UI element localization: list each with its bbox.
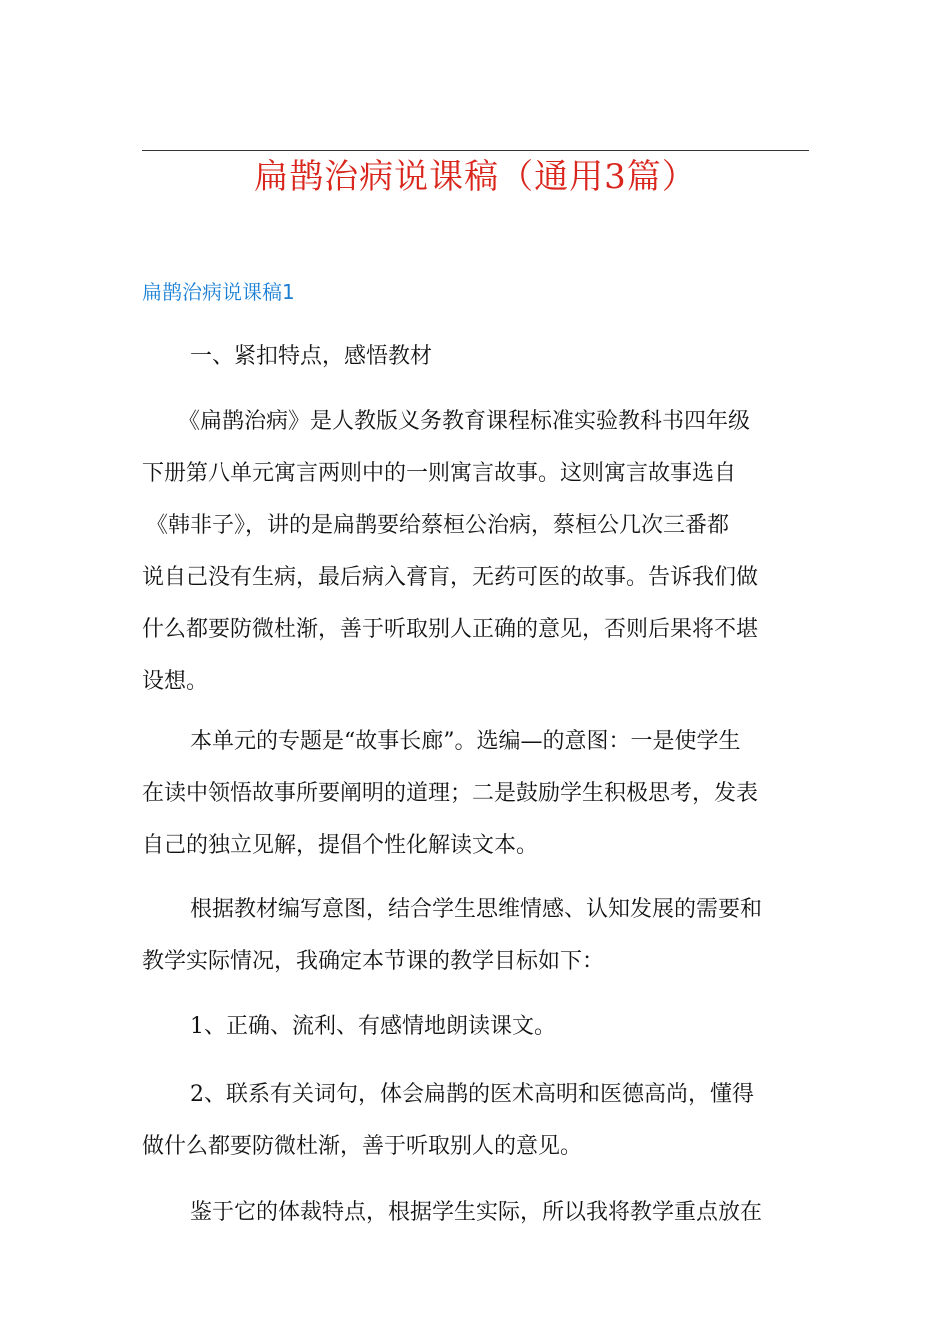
paragraph-line: 《扁鹊治病》是人教版义务教育课程标准实验教科书四年级 xyxy=(178,409,751,434)
paragraph-line: 做什么都要防微杜渐，善于听取别人的意见。 xyxy=(142,1134,583,1159)
paragraph-line: 什么都要防微杜渐，善于听取别人正确的意见，否则后果将不堪 xyxy=(142,617,759,642)
paragraph-line: 下册第八单元寓言两则中的一则寓言故事。这则寓言故事选自 xyxy=(142,461,737,486)
paragraph-line: 鉴于它的体裁特点，根据学生实际，所以我将教学重点放在 xyxy=(190,1200,763,1225)
section-heading: 扁鹊治病说课稿1 xyxy=(142,280,295,304)
paragraph-line: 2、联系有关词句，体会扁鹊的医术高明和医德高尚，懂得 xyxy=(190,1082,754,1107)
paragraph-line: 一、紧扣特点，感悟教材 xyxy=(190,344,433,369)
paragraph-6 xyxy=(142,1069,809,1173)
paragraph-1 xyxy=(142,331,809,383)
header-rule xyxy=(142,150,809,151)
paragraph-2 xyxy=(142,396,809,708)
paragraph-line: 本单元的专题是“故事长廊”。选编—的意图：一是使学生 xyxy=(190,729,741,754)
paragraph-3 xyxy=(142,716,809,872)
paragraph-line: 《韩非子》，讲的是扁鹊要给蔡桓公治病，蔡桓公几次三番都 xyxy=(146,513,730,538)
page-title: 扁鹊治病说课稿（通用3篇） xyxy=(254,157,697,197)
paragraph-7 xyxy=(142,1187,809,1239)
paragraph-line: 根据教材编写意图，结合学生思维情感、认知发展的需要和 xyxy=(190,897,763,922)
paragraph-4 xyxy=(142,884,809,988)
paragraph-line: 说自己没有生病，最后病入膏肓，无药可医的故事。告诉我们做 xyxy=(142,565,759,590)
paragraph-line: 设想。 xyxy=(142,669,209,694)
paragraph-line: 教学实际情况，我确定本节课的教学目标如下： xyxy=(142,949,605,974)
paragraph-line: 自己的独立见解，提倡个性化解读文本。 xyxy=(142,833,539,858)
paragraph-5 xyxy=(142,1001,809,1053)
paragraph-line: 1、正确、流利、有感情地朗读课文。 xyxy=(190,1014,556,1039)
paragraph-line: 在读中领悟故事所要阐明的道理；二是鼓励学生积极思考，发表 xyxy=(142,781,759,806)
